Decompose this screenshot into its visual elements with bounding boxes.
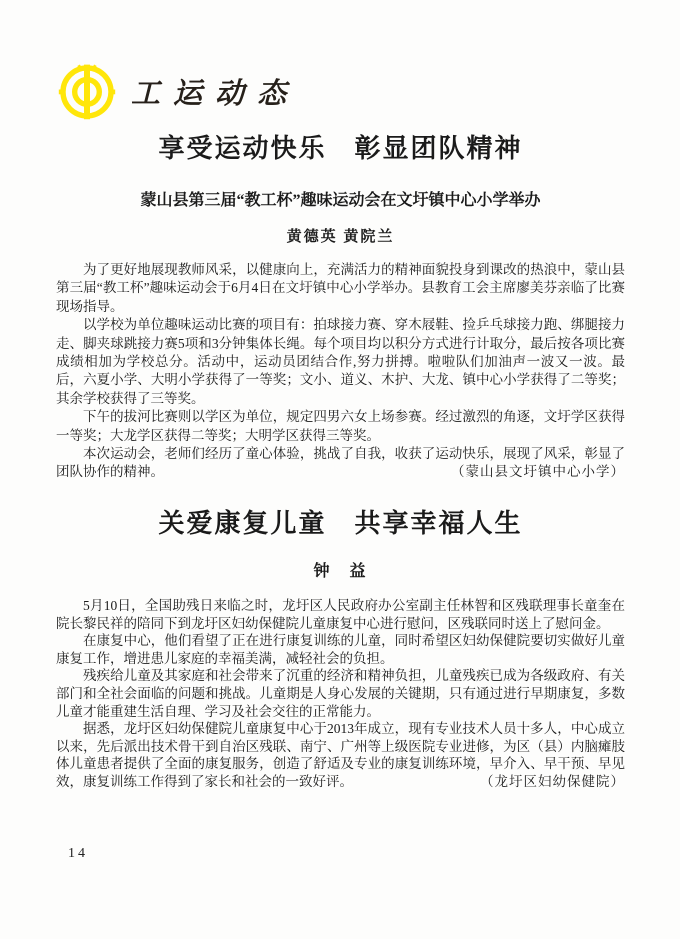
article-authors: 钟 益 — [313, 563, 368, 580]
article-body — [56, 597, 625, 791]
masthead — [57, 61, 299, 121]
trade-union-emblem-icon — [57, 61, 117, 121]
paragraph: 下午的拔河比赛则以学区为单位，规定四男六女上场参赛。经过激烈的角逐，文圩学区获得一等奖；大龙学区获得二等奖；大明学区获得三等奖。 — [56, 409, 625, 443]
paragraph-text: 本次运动会，老师们经历了童心体验，挑战了自我，收获了运动快乐，展现了风采，彰显了团队协作的精神。 — [56, 446, 625, 480]
paragraph-text: 据悉，龙圩区妇幼保健院儿童康复中心于2013年成立，现有专业技术人员十多人，中心成立以来，先后派出技术骨干到自治区残联、南宁、广州等上级医院专业进修，为区（县）内脑瘫肢体儿童患者提供了全面的康复服务，创造了舒适及专业的康复训练环境，早介入、早干预、早见效，康复训练工作得到了家长和社会的一致好评。 — [56, 721, 625, 789]
article-rehab-children — [56, 503, 625, 791]
article-body — [56, 261, 625, 482]
paragraph: 5月10日，全国助残日来临之时，龙圩区人民政府办公室副主任林智和区残联理事长童奎在院长黎民祥的陪同下到龙圩区妇幼保健院儿童康复中心进行慰问，区残联同时送上了慰问金。 — [56, 598, 625, 631]
paragraph: 残疾给儿童及其家庭和社会带来了沉重的经济和精神负担，儿童残疾已成为各级政府、有关部门和全社会面临的问题和挑战。儿童期是人身心发展的关键期，只有通过进行早期康复，多数儿童才能重建生活自理、学习及社会交往的正常能力。 — [56, 668, 625, 719]
paragraph — [56, 720, 625, 790]
article-authors: 黄德英 黄院兰 — [286, 229, 395, 245]
article-sports-meeting — [56, 128, 625, 482]
source-attribution: （蒙山县文圩镇中心小学） — [451, 464, 625, 480]
article-title: 享受运动快乐 彰显团队精神 — [158, 134, 523, 163]
paragraph: 以学校为单位趣味运动比赛的项目有：拍球接力赛、穿木屐鞋、捡乒乓球接力跑、绑腿接力走、脚夹球跳接力赛5项和3分钟集体长绳。每个项目均以积分方式进行计取分，最后按各项比赛成绩相加为学校总分。活动中，运动员团结合作,努力拼搏。啦啦队们加油声一波又一波。最后，六夏小学、大明小学获得了一等奖；文小、道义、木护、大龙、镇中心小学获得了二等奖；其余学校获得了三等奖。 — [56, 317, 625, 406]
page-number: 14 — [68, 846, 88, 861]
paragraph — [56, 445, 625, 482]
masthead-title: 工运动态 — [131, 77, 300, 110]
source-attribution: （龙圩区妇幼保健院） — [480, 773, 625, 789]
article-subtitle: 蒙山县第三届“教工杯”趣味运动会在文圩镇中心小学举办 — [140, 192, 541, 209]
paragraph: 为了更好地展现教师风采，以健康向上，充满活力的精神面貌投身到课改的热浪中，蒙山县第三届“教工杯”趣味运动会于6月4日在文圩镇中心小学举办。县教育工会主席廖美芬亲临了比赛现场指导。 — [56, 262, 625, 314]
article-title: 关爱康复儿童 共享幸福人生 — [158, 509, 523, 538]
paragraph: 在康复中心，他们看望了正在进行康复训练的儿童，同时希望区妇幼保健院要切实做好儿童康复工作，增进患儿家庭的幸福美满，减轻社会的负担。 — [56, 633, 625, 666]
